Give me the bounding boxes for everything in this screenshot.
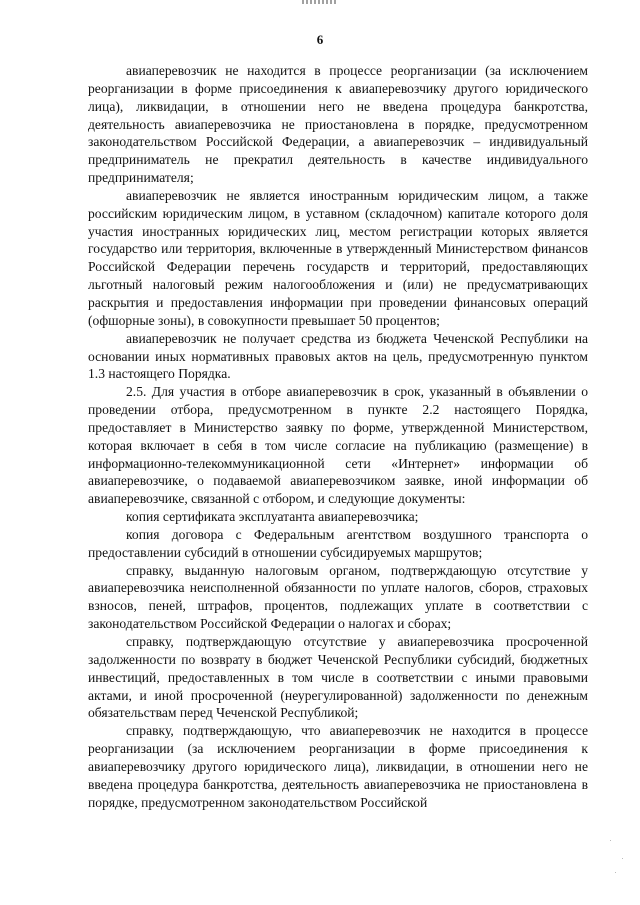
list-item-reorganization-certificate: справку, подтверждающую, что авиаперевозчик не находится в процессе реорганизации (за исключением реорганизации в форме присоединения к авиаперевозчику другого юридического лица), ликвидации, в отношении него не введена процедура банкротства, деятельность авиаперевозчика не приостановлена в порядке, предусмотренном законодательством Российской <box>88 723 588 810</box>
paragraph-reorganization-condition: авиаперевозчик не находится в процессе реорганизации (за исключением реорганизации в форме присоединения к авиаперевозчику другого юридического лица), ликвидации, в отношении него не введена процедура банкротства, деятельность авиаперевозчика не приостановлена в порядке, предусмотренном законодательством Российской Федерации, а авиаперевозчик – индивидуальный предприниматель не прекратил деятельность в качестве индивидуального предпринимателя; <box>88 63 588 186</box>
scan-speck <box>610 840 611 841</box>
list-item-tax-certificate: справку, выданную налоговым органом, подтверждающую отсутствие у авиаперевозчика неисполненной обязанности по уплате налогов, сборов, страховых взносов, пеней, штрафов, процентов, подлежащих уплате в соответствии с законодательством Российской Федерации о налогах и сборах; <box>88 562 588 632</box>
page-number: 6 <box>316 32 324 47</box>
scan-speck <box>622 858 623 859</box>
paragraph-budget-funds-condition: авиаперевозчик не получает средства из бюджета Чеченской Республики на основании иных нормативных правовых актов на цель, предусмотренную пунктом 1.3 настоящего Порядка. <box>88 330 588 382</box>
paragraph-2-5-application: 2.5. Для участия в отборе авиаперевозчик в срок, указанный в объявлении о проведении отбора, предусмотренном в пункте 2.2 настоящего Порядка, предоставляет в Министерство заявку по форме, утвержденной Министерством, которая включает в себя в том числе согласие на публикацию (размещение) в информационно-телекоммуникационной сети «Интернет» информации об авиаперевозчике, о подаваемой авиаперевозчиком заявке, иной информации об авиаперевозчике, связанной с отбором, и следующие документы: <box>88 384 588 507</box>
list-item-agency-contract: копия договора с Федеральным агентством воздушного транспорта о предоставлении субсидий в отношении субсидируемых маршрутов; <box>88 526 588 560</box>
scan-artifact <box>302 0 338 4</box>
paragraph-foreign-entity-condition: авиаперевозчик не является иностранным юридическим лицом, а также российским юридическим лицом, в уставном (складочном) капитале которого доля участия иностранных юридических лиц, местом регистрации которых является государство или территория, включенные в утвержденный Министерством финансов Российской Федерации перечень государств и территорий, предоставляющих льготный налоговый режим налогообложения и (или) не предусматривающих раскрытия и предоставления информации при проведении финансовых операций (офшорные зоны), в совокупности превышает 50 процентов; <box>88 187 588 328</box>
scan-speck <box>615 872 616 873</box>
list-item-operator-certificate: копия сертификата эксплуатанта авиаперевозчика; <box>126 509 419 525</box>
list-item-debt-certificate: справку, подтверждающую отсутствие у авиаперевозчика просроченной задолженности по возврату в бюджет Чеченской Республики субсидий, бюджетных инвестиций, предоставленных в том числе в соответствии с иными правовыми актами, и иной просроченной (неурегулированной) задолженности по денежным обязательствам перед Чеченской Республикой; <box>88 634 588 721</box>
document-body <box>88 62 588 811</box>
